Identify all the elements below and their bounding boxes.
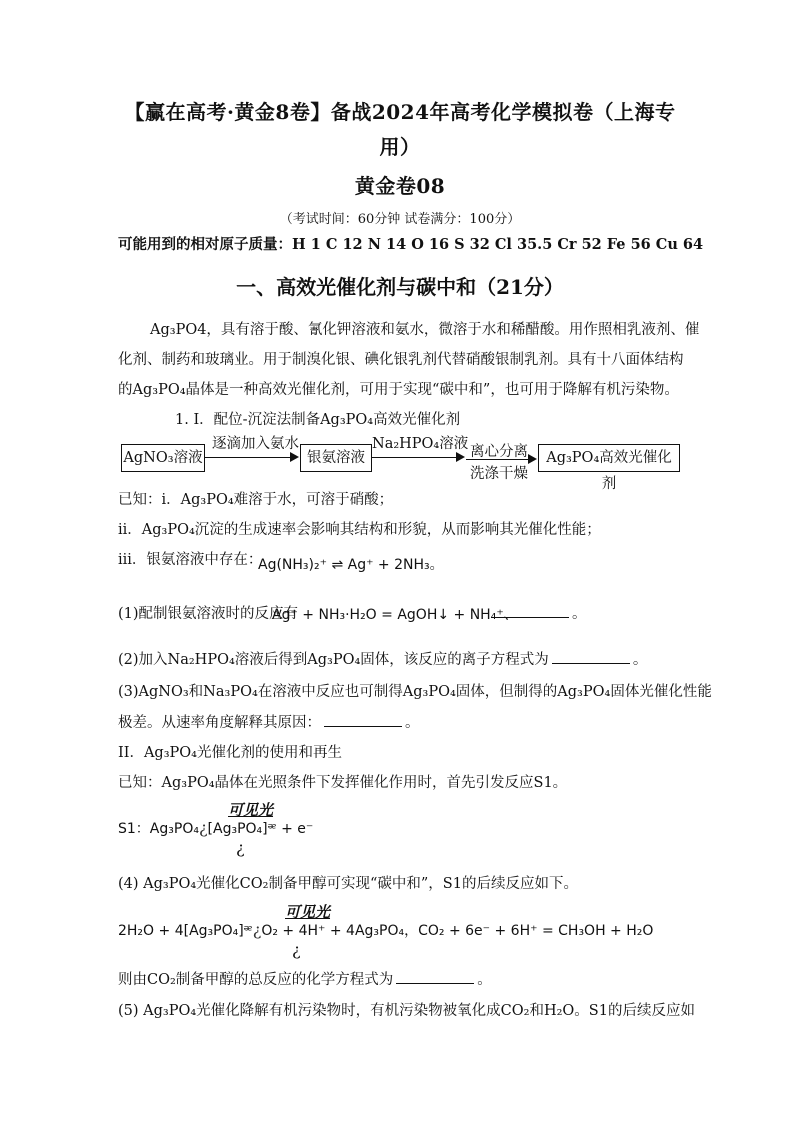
eq4-left: 2H₂O + 4[Ag₃PO₄]ᵆ	[118, 923, 253, 939]
flow-step3-above: 离心分离	[470, 444, 528, 460]
part2-heading: II．Ag₃PO₄光催化剂的使用和再生	[118, 745, 342, 761]
part1-heading: 1. I．配位-沉淀法制备Ag₃PO₄高效光催化剂	[175, 412, 461, 428]
flow-arrow2-label: Na₂HPO₄溶液	[372, 436, 469, 452]
paper-name: 黄金卷08	[354, 174, 446, 198]
known-ii: ii．Ag₃PO₄沉淀的生成速率会影响其结构和形貌，从而影响其光催化性能；	[118, 522, 601, 538]
known-i: 已知：i．Ag₃PO₄难溶于水，可溶于硝酸；	[118, 492, 394, 508]
question-4-ask-text: 则由CO₂制备甲醇的总反应的化学方程式为	[118, 972, 394, 988]
flow-arrow2-line	[371, 457, 456, 458]
flow-arrow1-label: 逐滴加入氨水	[212, 436, 299, 452]
question-3-text: 极差。从速率角度解释其原因：	[118, 715, 321, 731]
document-title-line1: 【赢在高考·黄金8卷】备战2024年高考化学模拟卷（上海专	[124, 100, 676, 124]
exam-info: （考试时间：60分钟 试卷满分：100分）	[279, 212, 521, 227]
flow-arrow3-line	[466, 459, 528, 460]
eq4-condition-visible-light: 可见光	[285, 904, 331, 921]
s1-condition-visible-light: 可见光	[228, 802, 274, 819]
s1-label: S1：	[118, 821, 150, 837]
question-4-suffix: 。	[477, 972, 492, 988]
s1-reaction	[118, 818, 313, 838]
document-title-line2: 用）	[379, 135, 421, 159]
s1-arrow-glyph: ¿	[198, 818, 208, 837]
question-4-ask	[118, 968, 492, 989]
flow-arrow3-head	[528, 454, 537, 464]
intro-line-2: 化剂、制药和玻璃业。用于制溴化银、碘化银乳剂代替硝酸银制乳剂。具有十八面体结构	[118, 352, 684, 368]
known-s1: 已知：Ag₃PO₄晶体在光照条件下发挥催化作用时，首先引发反应S1。	[118, 775, 568, 791]
question-5: (5) Ag₃PO₄光催化降解有机污染物时，有机污染物被氧化成CO₂和H₂O。S1的后续反应如	[118, 1003, 695, 1019]
question-2	[118, 648, 647, 669]
question-2-suffix: 。	[632, 652, 648, 668]
atomic-masses: 可能用到的相对原子质量：H 1 C 12 N 14 O 16 S 32 Cl 35.5 Cr 52 Fe 56 Cu 64	[118, 236, 704, 253]
flow-box-silver-ammonia: 银氨溶液	[300, 444, 372, 472]
eq4-lower-glyph: ¿	[292, 940, 301, 959]
question-1-equation: Ag⁺ + NH₃·H₂O = AgOH↓ + NH₄⁺、	[272, 607, 518, 623]
question-3-line2	[118, 711, 420, 732]
flow-arrow1-head	[290, 452, 299, 462]
s1-lower-glyph: ¿	[236, 838, 245, 857]
equation-4	[118, 920, 653, 940]
known-iii: iii．银氨溶液中存在：	[118, 552, 263, 568]
flow-box-product: Ag₃PO₄高效光催化剂	[538, 444, 680, 472]
eq4-right: O₂ + 4H⁺ + 4Ag₃PO₄，CO₂ + 6e⁻ + 6H⁺ = CH₃OH + H₂O	[261, 923, 654, 939]
intro-line-1: Ag₃PO4，具有溶于酸、氰化钾溶液和氨水，微溶于水和稀醋酸。用作照相乳液剂、催	[150, 322, 700, 338]
flow-arrow2-head	[456, 452, 465, 462]
equation-iii: Ag(NH₃)₂⁺ ⇌ Ag⁺ + 2NH₃。	[258, 557, 444, 573]
question-2-text: (2)加入Na₂HPO₄溶液后得到Ag₃PO₄固体，该反应的离子方程式为	[118, 652, 549, 668]
question-1-suffix: 。	[572, 606, 587, 622]
section-title: 一、高效光催化剂与碳中和（21分）	[236, 275, 564, 299]
flow-arrow1-line	[204, 457, 290, 458]
flow-step3-below: 洗涤干燥	[470, 466, 528, 482]
s1-right: [Ag₃PO₄]ᵆ + e⁻	[207, 821, 314, 837]
question-1-blank-line	[488, 602, 587, 623]
flow-box-agno3: AgNO₃溶液	[121, 444, 205, 472]
question-3-line1: (3)AgNO₃和Na₃PO₄在溶液中反应也可制得Ag₃PO₄固体，但制得的Ag₃PO₄固体光催化性能	[118, 684, 712, 700]
question-4: (4) Ag₃PO₄光催化CO₂制备甲醇可实现“碳中和”，S1的后续反应如下。	[118, 876, 578, 892]
eq4-arrow-glyph: ¿	[252, 920, 262, 939]
question-1-prefix: (1)配制银氨溶液时的反应有	[118, 606, 299, 622]
intro-line-3: 的Ag₃PO₄晶体是一种高效光催化剂，可用于实现“碳中和”，也可用于降解有机污染物。	[118, 382, 679, 398]
question-3-suffix: 。	[405, 715, 420, 731]
s1-left: Ag₃PO₄	[149, 821, 199, 837]
